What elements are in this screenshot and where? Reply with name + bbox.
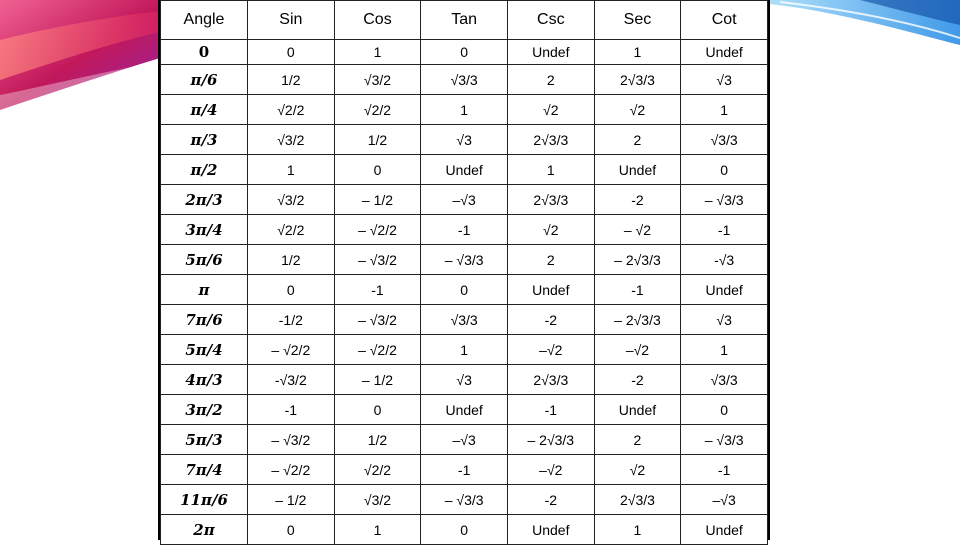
cell-cos: 1/2	[334, 125, 421, 155]
cell-sin: -1	[248, 395, 335, 425]
cell-tan: 1	[421, 335, 508, 365]
cell-tan: √3	[421, 365, 508, 395]
cell-angle: π/6	[161, 65, 248, 95]
table-row	[161, 95, 768, 125]
cell-sec: 2	[594, 425, 681, 455]
cell-angle: 11π/6	[161, 485, 248, 515]
cell-cot: √3/3	[681, 125, 768, 155]
cell-angle: π/2	[161, 155, 248, 185]
cell-sin: – √3/2	[248, 425, 335, 455]
table-row	[161, 65, 768, 95]
cell-cot: Undef	[681, 515, 768, 545]
cell-cot: √3	[681, 65, 768, 95]
cell-cos: 1	[334, 515, 421, 545]
header-cot: Cot	[681, 1, 768, 40]
table-row	[161, 455, 768, 485]
cell-tan: 0	[421, 275, 508, 305]
header-angle: Angle	[161, 1, 248, 40]
cell-tan: –√3	[421, 185, 508, 215]
cell-sin: 0	[248, 275, 335, 305]
cell-tan: Undef	[421, 155, 508, 185]
cell-sin: 0	[248, 515, 335, 545]
cell-tan: –√3	[421, 425, 508, 455]
cell-angle: π/4	[161, 95, 248, 125]
cell-cos: √2/2	[334, 455, 421, 485]
cell-cos: √3/2	[334, 65, 421, 95]
table-row	[161, 245, 768, 275]
cell-tan: √3/3	[421, 65, 508, 95]
cell-sin: √2/2	[248, 95, 335, 125]
cell-angle: π	[161, 275, 248, 305]
cell-sec: – √2	[594, 215, 681, 245]
cell-sec: 1	[594, 40, 681, 65]
cell-cot: – √3/3	[681, 185, 768, 215]
cell-cos: – √2/2	[334, 335, 421, 365]
cell-cot: – √3/3	[681, 425, 768, 455]
cell-sin: 1/2	[248, 65, 335, 95]
cell-sec: √2	[594, 95, 681, 125]
cell-csc: –√2	[507, 455, 594, 485]
header-tan: Tan	[421, 1, 508, 40]
table-row	[161, 125, 768, 155]
decorative-swoosh-left	[0, 0, 170, 140]
cell-tan: Undef	[421, 395, 508, 425]
cell-angle: 2π/3	[161, 185, 248, 215]
cell-cos: √2/2	[334, 95, 421, 125]
cell-tan: -1	[421, 455, 508, 485]
cell-angle: 5π/6	[161, 245, 248, 275]
cell-sin: 0	[248, 40, 335, 65]
cell-csc: Undef	[507, 275, 594, 305]
cell-tan: – √3/3	[421, 485, 508, 515]
cell-angle: 2π	[161, 515, 248, 545]
cell-cot: 1	[681, 95, 768, 125]
cell-csc: √2	[507, 215, 594, 245]
cell-csc: 1	[507, 155, 594, 185]
table-row	[161, 395, 768, 425]
cell-angle: 4π/3	[161, 365, 248, 395]
cell-cos: – √3/2	[334, 245, 421, 275]
cell-angle: 5π/4	[161, 335, 248, 365]
cell-cos: -1	[334, 275, 421, 305]
cell-sec: Undef	[594, 395, 681, 425]
cell-sec: -2	[594, 185, 681, 215]
cell-sec: 2	[594, 125, 681, 155]
cell-cos: 1	[334, 40, 421, 65]
cell-cot: -1	[681, 455, 768, 485]
cell-cos: – √3/2	[334, 305, 421, 335]
table-row	[161, 155, 768, 185]
cell-cos: √3/2	[334, 485, 421, 515]
cell-sin: -1/2	[248, 305, 335, 335]
cell-tan: 0	[421, 40, 508, 65]
table-body	[161, 40, 768, 545]
table-row	[161, 185, 768, 215]
cell-sin: √3/2	[248, 185, 335, 215]
cell-csc: 2	[507, 245, 594, 275]
table-row	[161, 485, 768, 515]
header-csc: Csc	[507, 1, 594, 40]
cell-csc: 2	[507, 65, 594, 95]
cell-sec: – 2√3/3	[594, 305, 681, 335]
cell-sin: – √2/2	[248, 455, 335, 485]
cell-tan: -1	[421, 215, 508, 245]
cell-cos: 0	[334, 155, 421, 185]
cell-angle: π/3	[161, 125, 248, 155]
table-row	[161, 275, 768, 305]
cell-tan: – √3/3	[421, 245, 508, 275]
table-row	[161, 305, 768, 335]
cell-sec: -1	[594, 275, 681, 305]
cell-cot: -√3	[681, 245, 768, 275]
cell-sin: – √2/2	[248, 335, 335, 365]
cell-tan: 0	[421, 515, 508, 545]
cell-cos: – 1/2	[334, 365, 421, 395]
cell-cot: -1	[681, 215, 768, 245]
cell-csc: 2√3/3	[507, 125, 594, 155]
cell-angle: 0	[161, 40, 248, 65]
cell-sin: -√3/2	[248, 365, 335, 395]
cell-tan: √3	[421, 125, 508, 155]
cell-angle: 3π/4	[161, 215, 248, 245]
cell-sec: 2√3/3	[594, 485, 681, 515]
cell-sec: 2√3/3	[594, 65, 681, 95]
header-sec: Sec	[594, 1, 681, 40]
header-cos: Cos	[334, 1, 421, 40]
cell-cot: Undef	[681, 40, 768, 65]
cell-csc: 2√3/3	[507, 185, 594, 215]
cell-sin: √2/2	[248, 215, 335, 245]
cell-tan: √3/3	[421, 305, 508, 335]
decorative-swoosh-right	[740, 0, 960, 45]
cell-csc: -1	[507, 395, 594, 425]
cell-angle: 7π/4	[161, 455, 248, 485]
cell-angle: 5π/3	[161, 425, 248, 455]
table-row	[161, 365, 768, 395]
cell-sin: 1/2	[248, 245, 335, 275]
cell-csc: – 2√3/3	[507, 425, 594, 455]
cell-sin: – 1/2	[248, 485, 335, 515]
cell-cot: √3	[681, 305, 768, 335]
cell-cot: Undef	[681, 275, 768, 305]
cell-csc: –√2	[507, 335, 594, 365]
cell-csc: -2	[507, 485, 594, 515]
table-row	[161, 215, 768, 245]
cell-cos: – √2/2	[334, 215, 421, 245]
cell-cot: √3/3	[681, 365, 768, 395]
header-sin: Sin	[248, 1, 335, 40]
cell-sec: – 2√3/3	[594, 245, 681, 275]
cell-csc: -2	[507, 305, 594, 335]
cell-csc: 2√3/3	[507, 365, 594, 395]
cell-sec: -2	[594, 365, 681, 395]
cell-cot: 1	[681, 335, 768, 365]
cell-cot: 0	[681, 155, 768, 185]
cell-sec: √2	[594, 455, 681, 485]
cell-tan: 1	[421, 95, 508, 125]
cell-cot: 0	[681, 395, 768, 425]
trig-values-table	[160, 0, 768, 545]
cell-cos: 1/2	[334, 425, 421, 455]
cell-csc: √2	[507, 95, 594, 125]
cell-cot: –√3	[681, 485, 768, 515]
table-row	[161, 425, 768, 455]
trig-table-container	[158, 0, 770, 540]
cell-sec: Undef	[594, 155, 681, 185]
cell-angle: 7π/6	[161, 305, 248, 335]
cell-cos: – 1/2	[334, 185, 421, 215]
table-row	[161, 40, 768, 65]
table-row	[161, 515, 768, 545]
cell-sec: 1	[594, 515, 681, 545]
cell-sin: √3/2	[248, 125, 335, 155]
table-row	[161, 335, 768, 365]
cell-csc: Undef	[507, 40, 594, 65]
cell-sin: 1	[248, 155, 335, 185]
table-header-row	[161, 1, 768, 40]
cell-sec: –√2	[594, 335, 681, 365]
cell-cos: 0	[334, 395, 421, 425]
cell-angle: 3π/2	[161, 395, 248, 425]
cell-csc: Undef	[507, 515, 594, 545]
